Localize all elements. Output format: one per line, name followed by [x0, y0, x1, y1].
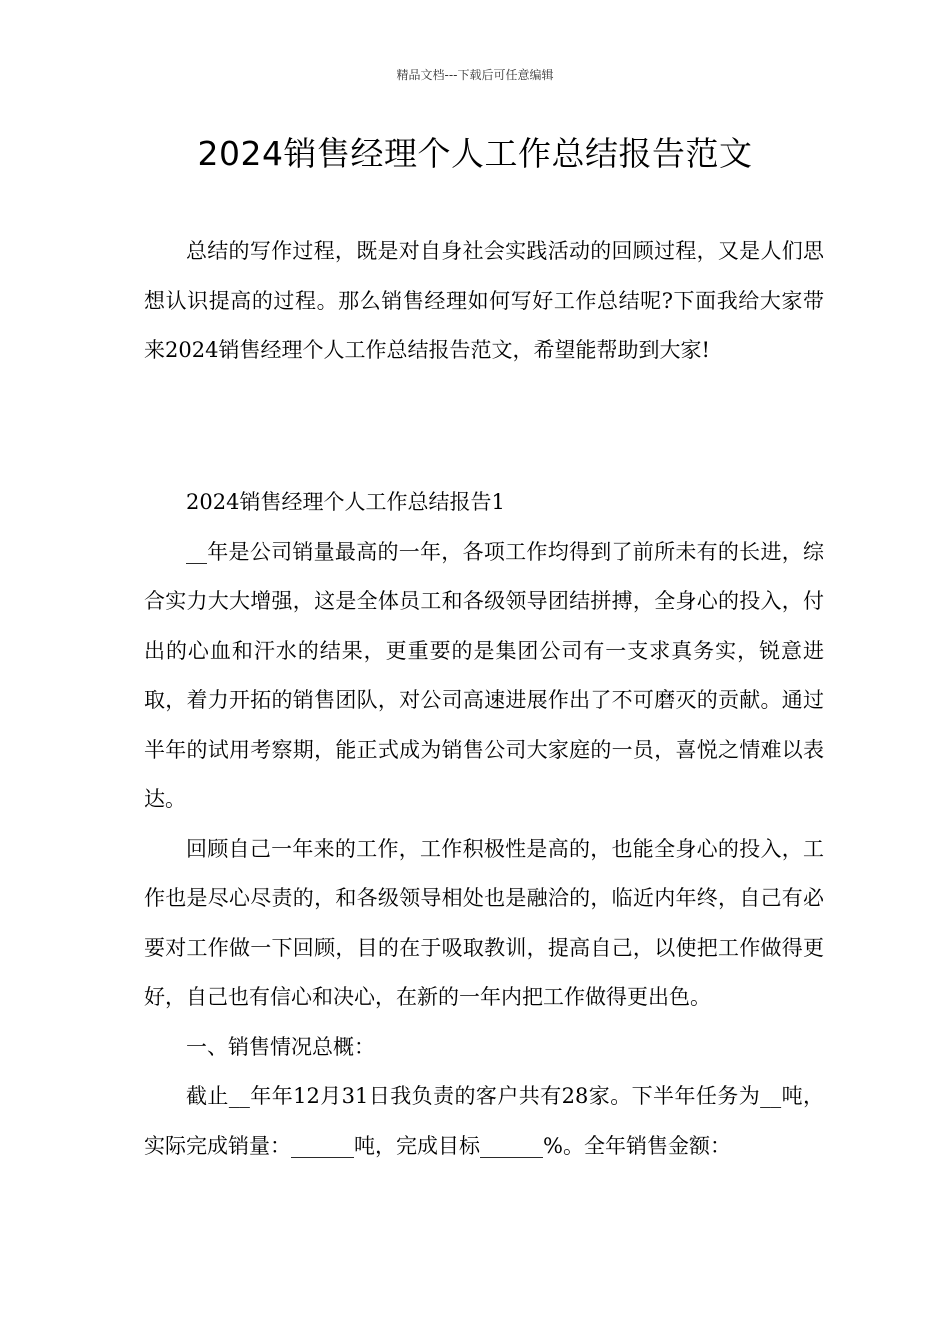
section-heading: 2024销售经理个人工作总结报告1: [186, 490, 505, 514]
intro-block: [144, 227, 824, 376]
body-paragraph-1: __年是公司销量最高的一年，各项工作均得到了前所未有的长进，综合实力大大增强，这是全体员工和各级领导团结拼搏，全身心的投入，付出的心血和汗水的结果，更重要的是集团公司有一支求真务实，锐意进取，着力开拓的销售团队，对公司高速进展作出了不可磨灭的贡献。通过半年的试用考察期，能正式成为销售公司大家庭的一员，喜悦之情难以表达。: [144, 539, 824, 811]
body-paragraph-3: 截止__年年12月31日我负责的客户共有28家。下半年任务为__吨，实际完成销量：______吨，完成目标______%。全年销售金额：: [144, 1084, 824, 1158]
section-block: [144, 478, 824, 1171]
list-heading-sales-overview: 一、销售情况总概：: [186, 1034, 375, 1059]
body-paragraph-2: 回顾自己一年来的工作，工作积极性是高的，也能全身心的投入，工作也是尽心尽责的，和各级领导相处也是融洽的，临近内年终，自己有必要对工作做一下回顾，目的在于吸取教训，提高自己，以使把工作做得更好，自己也有信心和决心，在新的一年内把工作做得更出色。: [144, 836, 824, 1009]
intro-paragraph: 总结的写作过程，既是对自身社会实践活动的回顾过程，又是人们思想认识提高的过程。那么销售经理如何写好工作总结呢?下面我给大家带来2024销售经理个人工作总结报告范文，希望能帮助到大家!: [144, 239, 824, 362]
document-title: 2024销售经理个人工作总结报告范文: [197, 134, 753, 173]
header-note: 精品文档---下载后可任意编辑: [396, 68, 554, 82]
